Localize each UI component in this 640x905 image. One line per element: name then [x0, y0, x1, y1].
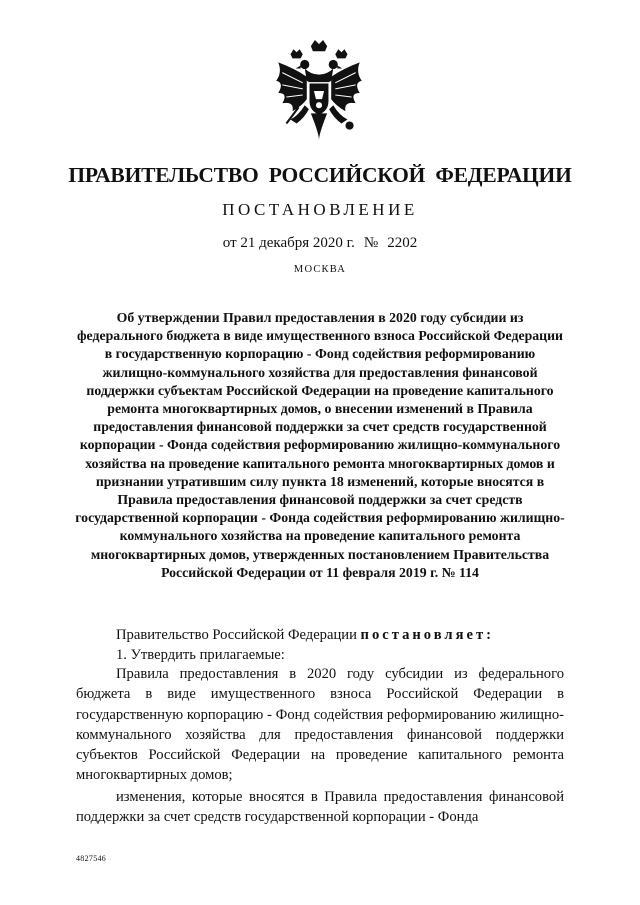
city: МОСКВА [293, 264, 347, 275]
intro-paragraph [76, 625, 564, 645]
document-date: от 21 декабря 2020 г. [222, 235, 355, 251]
item-1-changes: изменения, которые вносятся в Правила предоставления финансовой поддержки за счет средств государственной корпорации - Фонда [76, 789, 564, 826]
intro-text: Правительство Российской Федерации [116, 627, 361, 643]
item-1: 1. Утвердить прилагаемые: [116, 647, 285, 663]
document-number: 2202 [387, 235, 418, 251]
government-title: ПРАВИТЕЛЬСТВО РОССИЙСКОЙ ФЕДЕРАЦИИ [68, 163, 572, 187]
document-subject: Об утверждении Правил предоставления в 2020 году субсидии из федерального бюджета в виде имущественного взноса Российской Федерации в государственную корпорацию - Фонд содействия реформированию жилищно-коммунального хозяйства для предоставления финансовой поддержки субъектам Российской Федерации на проведение капитального ремонта многоквартирных домов, о внесении изменений в Правила предоставления финансовой поддержки за счет средств государственной корпорации - Фонда содействия реформированию жилищно-коммунального хозяйства на проведение капитального ремонта многоквартирных домов и признании утратившим силу пункта 18 изменений, которые вносятся в Правила предоставления финансовой поддержки за счет средств государственной корпорации - Фонда содействия реформированию жилищно-коммунального хозяйства на проведение капитального ремонта многоквартирных домов, утвержденных постановлением Правительства Российской Федерации от 11 февраля 2019 г. № 114 [75, 310, 565, 580]
number-sign: № [363, 235, 379, 251]
intro-decree-word: постановляет: [360, 627, 494, 643]
item-1-rules: Правила предоставления в 2020 году субсидии из федерального бюджета в виде имущественного взноса Российской Федерации в государственную корпорацию - Фонд содействия реформированию жилищно-коммунального хозяйства для предоставления финансовой поддержки субъектов Российской Федерации на проведение капитального ремонта многоквартирных домов; [76, 666, 564, 784]
russian-coat-of-arms-icon [268, 38, 370, 150]
footer-document-number: 4827546 [76, 854, 107, 863]
document-type: ПОСТАНОВЛЕНИЕ [222, 200, 418, 219]
date-number-line [0, 235, 640, 252]
